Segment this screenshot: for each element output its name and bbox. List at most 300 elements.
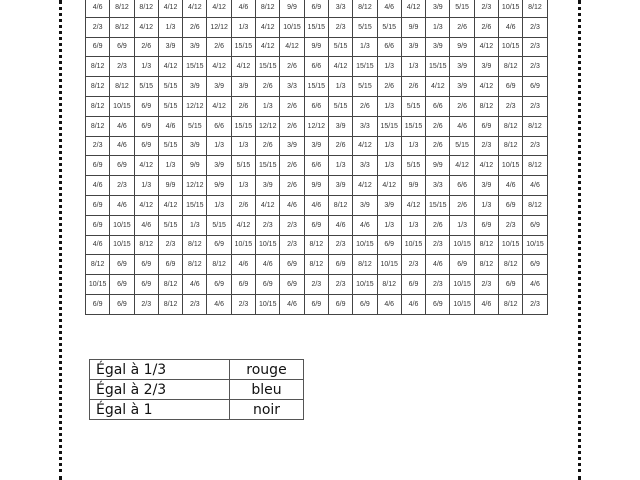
grid-cell[interactable]: 1/3: [231, 136, 255, 156]
grid-cell[interactable]: 2/6: [207, 37, 231, 57]
grid-cell[interactable]: 9/9: [183, 156, 207, 176]
grid-cell[interactable]: 8/12: [158, 294, 182, 314]
grid-cell[interactable]: 9/9: [207, 176, 231, 196]
grid-cell[interactable]: 4/6: [110, 195, 134, 215]
grid-cell[interactable]: 8/12: [523, 116, 547, 136]
grid-cell[interactable]: 6/9: [328, 294, 352, 314]
grid-cell[interactable]: 6/6: [207, 116, 231, 136]
grid-cell[interactable]: 12/12: [207, 17, 231, 37]
grid-cell[interactable]: 4/6: [474, 294, 498, 314]
grid-cell[interactable]: 15/15: [304, 17, 328, 37]
grid-cell[interactable]: 2/6: [426, 215, 450, 235]
grid-cell[interactable]: 15/15: [401, 116, 425, 136]
grid-cell[interactable]: 15/15: [426, 195, 450, 215]
grid-cell[interactable]: 2/3: [86, 136, 110, 156]
grid-cell[interactable]: 10/15: [110, 215, 134, 235]
grid-cell[interactable]: 10/15: [450, 294, 474, 314]
grid-cell[interactable]: 2/3: [426, 275, 450, 295]
grid-cell[interactable]: 6/9: [207, 275, 231, 295]
grid-cell[interactable]: 15/15: [183, 57, 207, 77]
grid-cell[interactable]: 10/15: [231, 235, 255, 255]
grid-cell[interactable]: 2/3: [280, 235, 304, 255]
grid-cell[interactable]: 2/3: [426, 235, 450, 255]
grid-cell[interactable]: 4/6: [401, 294, 425, 314]
grid-cell[interactable]: 9/9: [304, 37, 328, 57]
grid-cell[interactable]: 2/6: [231, 96, 255, 116]
grid-cell[interactable]: 10/15: [401, 235, 425, 255]
grid-cell[interactable]: 5/15: [134, 77, 158, 97]
grid-cell[interactable]: 6/9: [110, 156, 134, 176]
grid-cell[interactable]: 4/12: [134, 17, 158, 37]
grid-cell[interactable]: 5/15: [158, 215, 182, 235]
grid-cell[interactable]: 2/3: [328, 275, 352, 295]
grid-cell[interactable]: 6/9: [426, 294, 450, 314]
grid-cell[interactable]: 2/6: [401, 77, 425, 97]
grid-cell[interactable]: 3/9: [207, 156, 231, 176]
grid-cell[interactable]: 1/3: [401, 136, 425, 156]
grid-cell[interactable]: 3/9: [450, 57, 474, 77]
grid-cell[interactable]: 2/6: [328, 136, 352, 156]
grid-cell[interactable]: 5/15: [231, 156, 255, 176]
grid-cell[interactable]: 2/6: [280, 57, 304, 77]
grid-cell[interactable]: 5/15: [328, 96, 352, 116]
grid-cell[interactable]: 6/9: [499, 195, 523, 215]
grid-cell[interactable]: 2/6: [280, 96, 304, 116]
grid-cell[interactable]: 6/9: [304, 0, 328, 17]
grid-cell[interactable]: 2/3: [523, 136, 547, 156]
grid-cell[interactable]: 4/6: [377, 294, 401, 314]
grid-cell[interactable]: 9/9: [450, 37, 474, 57]
grid-cell[interactable]: 8/12: [523, 156, 547, 176]
grid-cell[interactable]: 3/9: [183, 136, 207, 156]
grid-cell[interactable]: 3/9: [401, 37, 425, 57]
grid-cell[interactable]: 3/9: [426, 0, 450, 17]
grid-cell[interactable]: 4/12: [158, 57, 182, 77]
grid-cell[interactable]: 4/6: [377, 0, 401, 17]
grid-cell[interactable]: 8/12: [474, 235, 498, 255]
grid-cell[interactable]: 15/15: [304, 77, 328, 97]
grid-cell[interactable]: 8/12: [86, 96, 110, 116]
grid-cell[interactable]: 6/9: [110, 275, 134, 295]
grid-cell[interactable]: 15/15: [231, 37, 255, 57]
grid-cell[interactable]: 8/12: [86, 77, 110, 97]
grid-cell[interactable]: 4/12: [256, 37, 280, 57]
grid-cell[interactable]: 6/9: [304, 294, 328, 314]
grid-cell[interactable]: 8/12: [110, 17, 134, 37]
grid-cell[interactable]: 6/9: [328, 255, 352, 275]
grid-cell[interactable]: 4/6: [280, 195, 304, 215]
grid-cell[interactable]: 6/9: [110, 294, 134, 314]
grid-cell[interactable]: 6/9: [134, 136, 158, 156]
grid-cell[interactable]: 1/3: [231, 17, 255, 37]
grid-cell[interactable]: 1/3: [134, 57, 158, 77]
grid-cell[interactable]: 4/12: [450, 156, 474, 176]
grid-cell[interactable]: 4/6: [86, 235, 110, 255]
grid-cell[interactable]: 3/9: [474, 57, 498, 77]
grid-cell[interactable]: 4/6: [328, 215, 352, 235]
grid-cell[interactable]: 15/15: [377, 116, 401, 136]
grid-cell[interactable]: 5/15: [377, 17, 401, 37]
grid-cell[interactable]: 8/12: [110, 0, 134, 17]
grid-cell[interactable]: 4/6: [256, 255, 280, 275]
grid-cell[interactable]: 1/3: [328, 156, 352, 176]
grid-cell[interactable]: 4/12: [207, 96, 231, 116]
grid-cell[interactable]: 5/15: [328, 37, 352, 57]
grid-cell[interactable]: 10/15: [499, 235, 523, 255]
grid-cell[interactable]: 8/12: [86, 255, 110, 275]
grid-cell[interactable]: 3/9: [231, 77, 255, 97]
grid-cell[interactable]: 12/12: [183, 96, 207, 116]
grid-cell[interactable]: 2/6: [353, 96, 377, 116]
grid-cell[interactable]: 2/3: [523, 294, 547, 314]
grid-cell[interactable]: 4/12: [134, 156, 158, 176]
grid-cell[interactable]: 8/12: [523, 0, 547, 17]
grid-cell[interactable]: 2/3: [110, 57, 134, 77]
grid-cell[interactable]: 15/15: [256, 57, 280, 77]
grid-cell[interactable]: 8/12: [207, 255, 231, 275]
grid-cell[interactable]: 4/12: [207, 57, 231, 77]
grid-cell[interactable]: 6/9: [450, 255, 474, 275]
grid-cell[interactable]: 2/6: [280, 116, 304, 136]
grid-cell[interactable]: 6/6: [304, 96, 328, 116]
grid-cell[interactable]: 1/3: [353, 37, 377, 57]
grid-cell[interactable]: 2/6: [450, 195, 474, 215]
grid-cell[interactable]: 2/3: [183, 294, 207, 314]
grid-cell[interactable]: 1/3: [377, 156, 401, 176]
grid-cell[interactable]: 3/9: [328, 116, 352, 136]
grid-cell[interactable]: 8/12: [256, 0, 280, 17]
grid-cell[interactable]: 4/12: [474, 156, 498, 176]
grid-cell[interactable]: 2/3: [474, 275, 498, 295]
grid-cell[interactable]: 5/15: [353, 17, 377, 37]
grid-cell[interactable]: 4/6: [86, 176, 110, 196]
grid-cell[interactable]: 2/3: [86, 17, 110, 37]
grid-cell[interactable]: 2/6: [231, 195, 255, 215]
grid-cell[interactable]: 10/15: [499, 156, 523, 176]
grid-cell[interactable]: 2/3: [523, 17, 547, 37]
grid-cell[interactable]: 3/3: [328, 0, 352, 17]
grid-cell[interactable]: 6/6: [377, 37, 401, 57]
grid-cell[interactable]: 6/9: [499, 275, 523, 295]
grid-cell[interactable]: 8/12: [377, 275, 401, 295]
grid-cell[interactable]: 1/3: [377, 96, 401, 116]
grid-cell[interactable]: 6/6: [426, 96, 450, 116]
grid-cell[interactable]: 4/12: [474, 77, 498, 97]
grid-cell[interactable]: 15/15: [183, 195, 207, 215]
grid-cell[interactable]: 9/9: [401, 176, 425, 196]
grid-cell[interactable]: 8/12: [474, 96, 498, 116]
grid-cell[interactable]: 8/12: [474, 255, 498, 275]
grid-cell[interactable]: 6/9: [474, 116, 498, 136]
grid-cell[interactable]: 5/15: [450, 136, 474, 156]
grid-cell[interactable]: 3/9: [377, 195, 401, 215]
grid-cell[interactable]: 10/15: [499, 0, 523, 17]
grid-cell[interactable]: 6/9: [86, 156, 110, 176]
grid-cell[interactable]: 4/6: [499, 17, 523, 37]
grid-cell[interactable]: 1/3: [183, 215, 207, 235]
grid-cell[interactable]: 10/15: [523, 235, 547, 255]
grid-cell[interactable]: 5/15: [207, 215, 231, 235]
grid-cell[interactable]: 6/9: [158, 255, 182, 275]
grid-cell[interactable]: 6/9: [110, 255, 134, 275]
grid-cell[interactable]: 3/9: [256, 176, 280, 196]
grid-cell[interactable]: 4/12: [231, 215, 255, 235]
grid-cell[interactable]: 10/15: [450, 235, 474, 255]
grid-cell[interactable]: 9/9: [304, 176, 328, 196]
grid-cell[interactable]: 8/12: [183, 235, 207, 255]
grid-cell[interactable]: 2/6: [450, 17, 474, 37]
grid-cell[interactable]: 2/3: [328, 235, 352, 255]
grid-cell[interactable]: 4/6: [134, 215, 158, 235]
grid-cell[interactable]: 4/12: [401, 0, 425, 17]
grid-cell[interactable]: 10/15: [353, 235, 377, 255]
grid-cell[interactable]: 6/9: [86, 37, 110, 57]
grid-cell[interactable]: 2/3: [158, 235, 182, 255]
grid-cell[interactable]: 3/3: [280, 77, 304, 97]
grid-cell[interactable]: 4/12: [474, 37, 498, 57]
grid-cell[interactable]: 4/12: [328, 57, 352, 77]
grid-cell[interactable]: 2/6: [450, 96, 474, 116]
grid-cell[interactable]: 9/9: [158, 176, 182, 196]
grid-cell[interactable]: 1/3: [377, 215, 401, 235]
grid-cell[interactable]: 1/3: [450, 215, 474, 235]
grid-cell[interactable]: 2/3: [474, 0, 498, 17]
grid-cell[interactable]: 3/9: [304, 136, 328, 156]
grid-cell[interactable]: 2/3: [134, 294, 158, 314]
grid-cell[interactable]: 3/3: [353, 116, 377, 136]
grid-cell[interactable]: 8/12: [86, 116, 110, 136]
grid-cell[interactable]: 1/3: [401, 57, 425, 77]
grid-cell[interactable]: 6/9: [86, 195, 110, 215]
grid-cell[interactable]: 8/12: [134, 0, 158, 17]
grid-cell[interactable]: 2/6: [474, 17, 498, 37]
grid-cell[interactable]: 4/6: [110, 136, 134, 156]
grid-cell[interactable]: 2/6: [256, 77, 280, 97]
grid-cell[interactable]: 6/9: [231, 275, 255, 295]
grid-cell[interactable]: 2/6: [377, 77, 401, 97]
grid-cell[interactable]: 6/9: [280, 255, 304, 275]
grid-cell[interactable]: 8/12: [158, 275, 182, 295]
grid-cell[interactable]: 3/9: [474, 176, 498, 196]
grid-cell[interactable]: 1/3: [377, 57, 401, 77]
grid-cell[interactable]: 12/12: [256, 116, 280, 136]
grid-cell[interactable]: 1/3: [134, 176, 158, 196]
grid-cell[interactable]: 4/6: [450, 116, 474, 136]
grid-cell[interactable]: 6/6: [450, 176, 474, 196]
grid-cell[interactable]: 10/15: [280, 17, 304, 37]
grid-cell[interactable]: 4/12: [377, 176, 401, 196]
grid-cell[interactable]: 4/12: [280, 37, 304, 57]
grid-cell[interactable]: 2/6: [134, 37, 158, 57]
grid-cell[interactable]: 5/15: [353, 77, 377, 97]
grid-cell[interactable]: 10/15: [353, 275, 377, 295]
grid-cell[interactable]: 6/9: [280, 275, 304, 295]
grid-cell[interactable]: 10/15: [377, 255, 401, 275]
grid-cell[interactable]: 6/9: [474, 215, 498, 235]
grid-cell[interactable]: 9/9: [426, 156, 450, 176]
grid-cell[interactable]: 4/12: [183, 0, 207, 17]
grid-cell[interactable]: 4/6: [523, 275, 547, 295]
grid-cell[interactable]: 8/12: [353, 0, 377, 17]
grid-cell[interactable]: 4/6: [231, 0, 255, 17]
grid-cell[interactable]: 3/9: [450, 77, 474, 97]
grid-cell[interactable]: 1/3: [377, 136, 401, 156]
grid-cell[interactable]: 5/15: [401, 96, 425, 116]
grid-cell[interactable]: 12/12: [304, 116, 328, 136]
grid-cell[interactable]: 1/3: [328, 77, 352, 97]
grid-cell[interactable]: 15/15: [426, 57, 450, 77]
grid-cell[interactable]: 2/3: [499, 96, 523, 116]
grid-cell[interactable]: 4/12: [134, 195, 158, 215]
grid-cell[interactable]: 6/9: [523, 215, 547, 235]
grid-cell[interactable]: 8/12: [304, 235, 328, 255]
grid-cell[interactable]: 4/6: [280, 294, 304, 314]
grid-cell[interactable]: 3/9: [328, 176, 352, 196]
grid-cell[interactable]: 4/6: [207, 294, 231, 314]
grid-cell[interactable]: 10/15: [110, 96, 134, 116]
grid-cell[interactable]: 8/12: [499, 294, 523, 314]
grid-cell[interactable]: 12/12: [183, 176, 207, 196]
grid-cell[interactable]: 4/12: [256, 17, 280, 37]
grid-cell[interactable]: 6/9: [86, 215, 110, 235]
grid-cell[interactable]: 10/15: [450, 275, 474, 295]
grid-cell[interactable]: 4/6: [353, 215, 377, 235]
grid-cell[interactable]: 2/3: [523, 96, 547, 116]
grid-cell[interactable]: 1/3: [426, 17, 450, 37]
grid-cell[interactable]: 6/9: [304, 215, 328, 235]
grid-cell[interactable]: 4/12: [231, 57, 255, 77]
grid-cell[interactable]: 8/12: [499, 255, 523, 275]
grid-cell[interactable]: 4/12: [353, 136, 377, 156]
grid-cell[interactable]: 15/15: [231, 116, 255, 136]
grid-cell[interactable]: 10/15: [499, 37, 523, 57]
grid-cell[interactable]: 8/12: [134, 235, 158, 255]
grid-cell[interactable]: 3/9: [158, 37, 182, 57]
grid-cell[interactable]: 2/3: [256, 215, 280, 235]
grid-cell[interactable]: 4/6: [183, 275, 207, 295]
grid-cell[interactable]: 2/3: [523, 37, 547, 57]
grid-cell[interactable]: 6/9: [207, 235, 231, 255]
grid-cell[interactable]: 6/9: [353, 294, 377, 314]
grid-cell[interactable]: 4/6: [86, 0, 110, 17]
grid-cell[interactable]: 2/6: [256, 136, 280, 156]
grid-cell[interactable]: 1/3: [401, 215, 425, 235]
grid-cell[interactable]: 2/3: [110, 176, 134, 196]
grid-cell[interactable]: 2/3: [280, 215, 304, 235]
grid-cell[interactable]: 6/9: [134, 255, 158, 275]
grid-cell[interactable]: 5/15: [183, 116, 207, 136]
grid-cell[interactable]: 8/12: [499, 116, 523, 136]
grid-cell[interactable]: 1/3: [474, 195, 498, 215]
grid-cell[interactable]: 3/9: [207, 77, 231, 97]
grid-cell[interactable]: 3/9: [426, 37, 450, 57]
grid-cell[interactable]: 4/6: [499, 176, 523, 196]
grid-cell[interactable]: 15/15: [353, 57, 377, 77]
grid-cell[interactable]: 8/12: [499, 136, 523, 156]
grid-cell[interactable]: 4/6: [304, 195, 328, 215]
grid-cell[interactable]: 4/12: [401, 195, 425, 215]
grid-cell[interactable]: 2/3: [523, 57, 547, 77]
grid-cell[interactable]: 5/15: [158, 96, 182, 116]
grid-cell[interactable]: 6/9: [110, 37, 134, 57]
grid-cell[interactable]: 10/15: [110, 235, 134, 255]
grid-cell[interactable]: 2/3: [328, 17, 352, 37]
grid-cell[interactable]: 1/3: [158, 156, 182, 176]
grid-cell[interactable]: 10/15: [256, 235, 280, 255]
grid-cell[interactable]: 9/9: [280, 0, 304, 17]
grid-cell[interactable]: 8/12: [304, 255, 328, 275]
grid-cell[interactable]: 2/3: [474, 136, 498, 156]
grid-cell[interactable]: 2/6: [280, 156, 304, 176]
grid-cell[interactable]: 3/9: [353, 195, 377, 215]
grid-cell[interactable]: 8/12: [86, 57, 110, 77]
grid-cell[interactable]: 2/6: [183, 17, 207, 37]
grid-cell[interactable]: 4/12: [158, 0, 182, 17]
grid-cell[interactable]: 6/9: [134, 275, 158, 295]
grid-cell[interactable]: 2/6: [426, 116, 450, 136]
grid-cell[interactable]: 5/15: [158, 77, 182, 97]
grid-cell[interactable]: 6/6: [304, 57, 328, 77]
grid-cell[interactable]: 9/9: [401, 17, 425, 37]
grid-cell[interactable]: 3/9: [183, 37, 207, 57]
grid-cell[interactable]: 3/3: [426, 176, 450, 196]
grid-cell[interactable]: 8/12: [523, 195, 547, 215]
grid-cell[interactable]: 2/3: [401, 255, 425, 275]
grid-cell[interactable]: 6/9: [134, 116, 158, 136]
grid-cell[interactable]: 1/3: [158, 17, 182, 37]
grid-cell[interactable]: 6/9: [256, 275, 280, 295]
grid-cell[interactable]: 3/9: [183, 77, 207, 97]
grid-cell[interactable]: 3/9: [280, 136, 304, 156]
grid-cell[interactable]: 1/3: [256, 96, 280, 116]
grid-cell[interactable]: 10/15: [256, 294, 280, 314]
grid-cell[interactable]: 4/6: [523, 176, 547, 196]
grid-cell[interactable]: 4/6: [231, 255, 255, 275]
grid-cell[interactable]: 4/6: [158, 116, 182, 136]
grid-cell[interactable]: 2/3: [499, 215, 523, 235]
grid-cell[interactable]: 1/3: [231, 176, 255, 196]
grid-cell[interactable]: 1/3: [207, 136, 231, 156]
grid-cell[interactable]: 5/15: [158, 136, 182, 156]
grid-cell[interactable]: 6/6: [304, 156, 328, 176]
grid-cell[interactable]: 6/9: [377, 235, 401, 255]
grid-cell[interactable]: 1/3: [207, 195, 231, 215]
grid-cell[interactable]: 8/12: [353, 255, 377, 275]
grid-cell[interactable]: 4/12: [426, 77, 450, 97]
grid-cell[interactable]: 5/15: [401, 156, 425, 176]
grid-cell[interactable]: 4/6: [110, 116, 134, 136]
grid-cell[interactable]: 10/15: [86, 275, 110, 295]
grid-cell[interactable]: 2/3: [231, 294, 255, 314]
grid-cell[interactable]: 4/6: [426, 255, 450, 275]
grid-cell[interactable]: 8/12: [110, 77, 134, 97]
grid-cell[interactable]: 5/15: [450, 0, 474, 17]
grid-cell[interactable]: 4/12: [256, 195, 280, 215]
grid-cell[interactable]: 15/15: [256, 156, 280, 176]
grid-cell[interactable]: 4/12: [353, 176, 377, 196]
grid-cell[interactable]: 2/6: [426, 136, 450, 156]
grid-cell[interactable]: 8/12: [183, 255, 207, 275]
grid-cell[interactable]: 8/12: [499, 57, 523, 77]
grid-cell[interactable]: 6/9: [134, 96, 158, 116]
grid-cell[interactable]: 4/12: [158, 195, 182, 215]
grid-cell[interactable]: 6/9: [523, 255, 547, 275]
grid-cell[interactable]: 2/6: [280, 176, 304, 196]
grid-cell[interactable]: 6/9: [86, 294, 110, 314]
grid-cell[interactable]: 6/9: [523, 77, 547, 97]
grid-cell[interactable]: 6/9: [401, 275, 425, 295]
grid-cell[interactable]: 3/3: [353, 156, 377, 176]
